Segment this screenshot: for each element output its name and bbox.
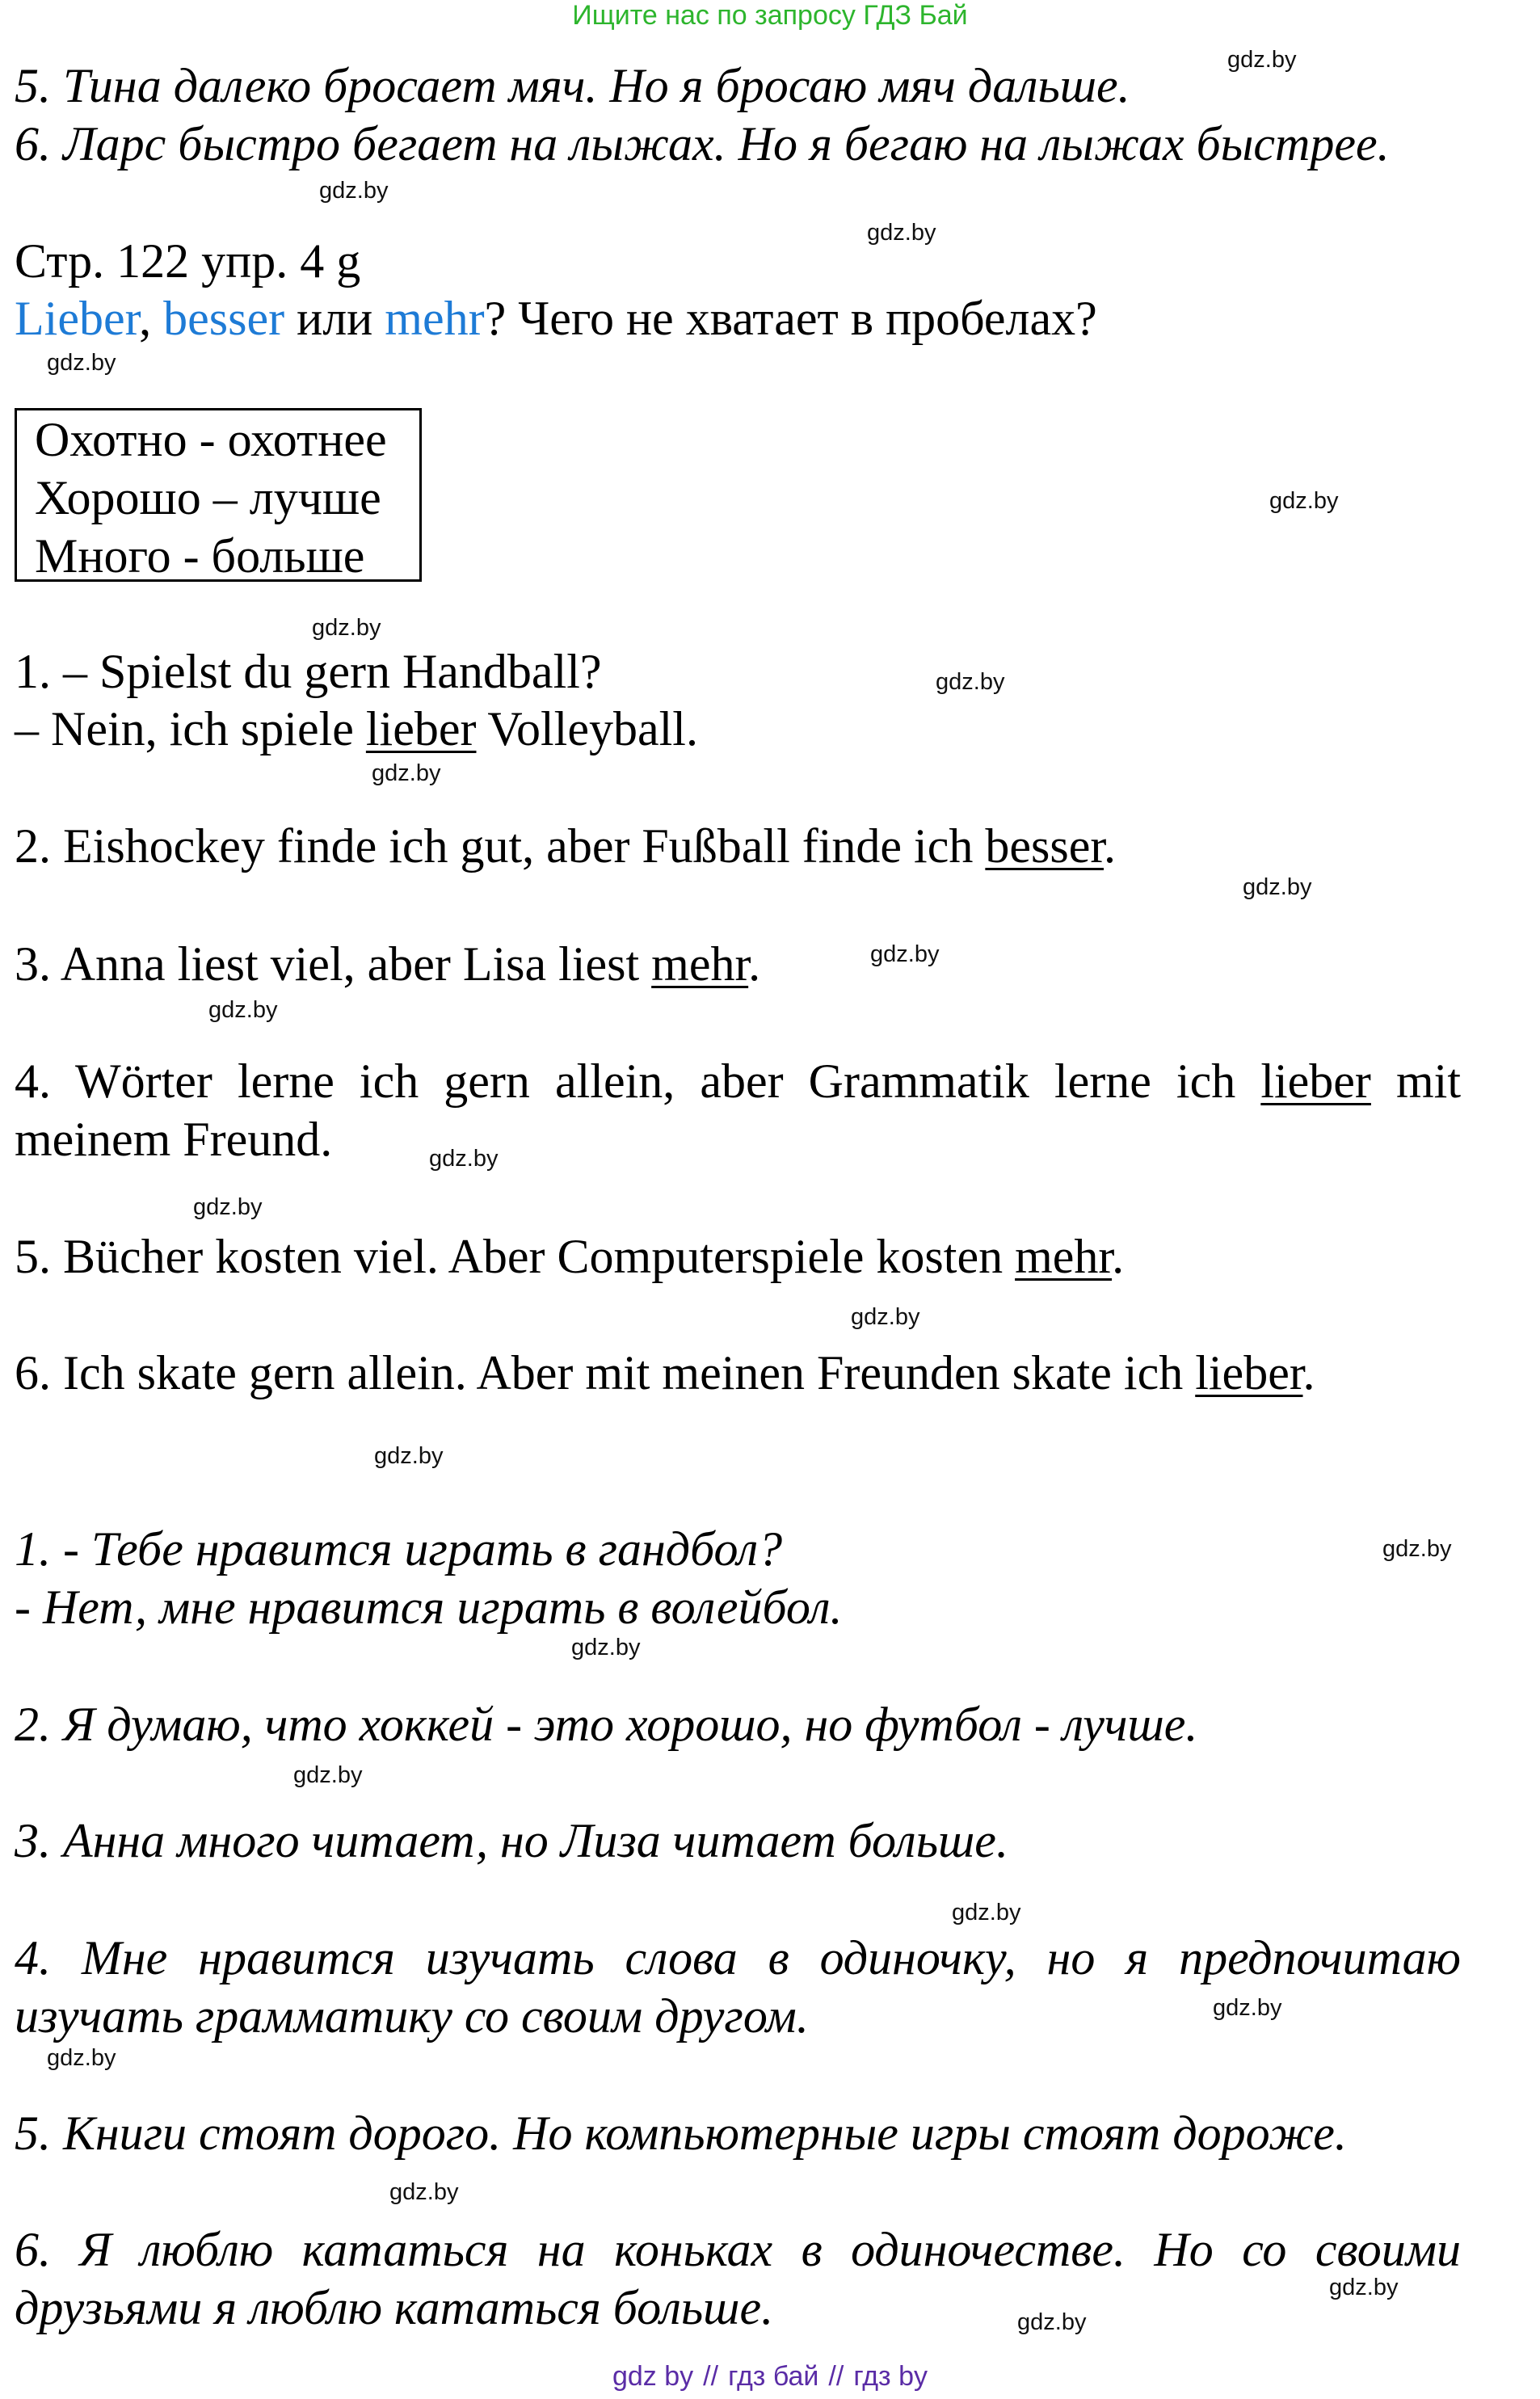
footer-link-gdz-by-cyr[interactable]: гдз by	[853, 2361, 928, 2392]
vocab-item: Много - больше	[35, 529, 365, 583]
watermark: gdz.by	[1269, 488, 1339, 514]
answer-text: 6. Ich skate gern allein. Aber mit meinen Freunden skate ich	[15, 1346, 1196, 1399]
translation-1-question: 1. - Тебе нравится играть в гандбол?	[15, 1522, 783, 1576]
answer-word: besser	[985, 819, 1104, 873]
exercise-question	[15, 289, 1097, 347]
watermark: gdz.by	[851, 1304, 920, 1330]
watermark: gdz.by	[571, 1635, 641, 1660]
watermark: gdz.by	[1243, 874, 1312, 900]
answer-1-reply	[15, 700, 698, 758]
answer-text: 2. Eishockey finde ich gut, aber Fußball finde ich	[15, 819, 986, 873]
footer-separator: //	[828, 2361, 844, 2392]
answer-2	[15, 817, 1116, 875]
exercise-title: Стр. 122 упр. 4 g	[15, 234, 361, 288]
separator: или	[284, 292, 385, 345]
watermark: gdz.by	[293, 1762, 363, 1788]
answer-word: mehr	[1015, 1230, 1113, 1283]
watermark: gdz.by	[1213, 1995, 1282, 2021]
watermark: gdz.by	[372, 760, 441, 786]
watermark: gdz.by	[936, 669, 1005, 695]
answer-word: lieber	[1260, 1054, 1371, 1108]
answer-text: 5. Bücher kosten viel. Aber Computerspiele kosten	[15, 1230, 1016, 1283]
word-mehr: mehr	[385, 292, 485, 345]
watermark: gdz.by	[1227, 47, 1297, 73]
watermark: gdz.by	[47, 2045, 116, 2071]
prev-translation-line-5: 5. Тина далеко бросает мяч. Но я бросаю мяч дальше.	[15, 59, 1130, 112]
answer-text: 4. Wörter lerne ich gern allein, aber Grammatik lerne ich	[15, 1054, 1261, 1108]
answer-text: .	[1112, 1230, 1125, 1283]
watermark: gdz.by	[47, 350, 116, 376]
answer-text: .	[748, 937, 761, 991]
answer-text: .	[1302, 1346, 1315, 1399]
answer-word: mehr	[651, 937, 749, 991]
answer-text: mit	[1370, 1054, 1461, 1108]
watermark: gdz.by	[193, 1194, 263, 1220]
answer-1-question: 1. – Spielst du gern Handball?	[15, 645, 602, 698]
question-text: ? Чего не хватает в пробелах?	[484, 292, 1097, 345]
answer-text: .	[1104, 819, 1116, 873]
translation-3: 3. Анна много читает, но Лиза читает больше.	[15, 1814, 1008, 1867]
answer-word: lieber	[365, 702, 477, 755]
watermark: gdz.by	[312, 615, 381, 641]
answer-text: – Nein, ich spiele	[15, 702, 366, 755]
watermark: gdz.by	[389, 2179, 459, 2205]
watermark: gdz.by	[208, 997, 278, 1023]
vocab-box	[15, 408, 422, 582]
answer-5	[15, 1227, 1124, 1286]
watermark: gdz.by	[1017, 2309, 1087, 2335]
footer-links	[0, 2361, 1540, 2393]
vocab-item: Хорошо – лучше	[35, 471, 381, 524]
watermark: gdz.by	[867, 220, 936, 246]
prev-translation-line-6: 6. Ларс быстро бегает на лыжах. Но я бегаю на лыжах быстрее.	[15, 117, 1390, 170]
translation-6-line-1: 6. Я люблю кататься на коньках в одиночестве. Но со своими	[15, 2223, 1461, 2276]
word-lieber: Lieber	[15, 292, 140, 345]
watermark: gdz.by	[870, 941, 940, 967]
vocab-item: Охотно - охотнее	[35, 413, 387, 466]
answer-3	[15, 935, 760, 993]
answer-6	[15, 1344, 1315, 1402]
answer-4-line-1	[15, 1052, 1461, 1110]
watermark: gdz.by	[374, 1443, 444, 1469]
translation-1-reply: - Нет, мне нравится играть в волейбол.	[15, 1580, 843, 1634]
translation-6-line-2: друзьями я люблю кататься больше.	[15, 2281, 774, 2334]
watermark: gdz.by	[952, 1900, 1021, 1926]
answer-text: Volleyball.	[476, 702, 698, 755]
watermark: gdz.by	[319, 178, 389, 204]
watermark: gdz.by	[1382, 1536, 1452, 1562]
footer-link-gdz-by[interactable]: gdz by	[612, 2361, 694, 2392]
answer-word: lieber	[1195, 1346, 1303, 1399]
translation-4-line-1: 4. Мне нравится изучать слова в одиночку, но я предпочитаю	[15, 1931, 1461, 1984]
watermark: gdz.by	[1329, 2275, 1399, 2300]
translation-4-line-2: изучать грамматику со своим другом.	[15, 1989, 809, 2043]
footer-link-gdz-bai[interactable]: гдз бай	[728, 2361, 819, 2392]
answer-4-line-2: meinem Freund.	[15, 1113, 333, 1166]
answer-text: 3. Anna liest viel, aber Lisa liest	[15, 937, 652, 991]
word-besser: besser	[163, 292, 285, 345]
header-banner[interactable]: Ищите нас по запросу ГДЗ Бай	[572, 0, 968, 31]
footer-separator: //	[703, 2361, 719, 2392]
watermark: gdz.by	[429, 1146, 499, 1172]
translation-5: 5. Книги стоят дорого. Но компьютерные игры стоят дороже.	[15, 2106, 1347, 2160]
separator: ,	[139, 292, 164, 345]
translation-2: 2. Я думаю, что хоккей - это хорошо, но футбол - лучше.	[15, 1698, 1198, 1751]
